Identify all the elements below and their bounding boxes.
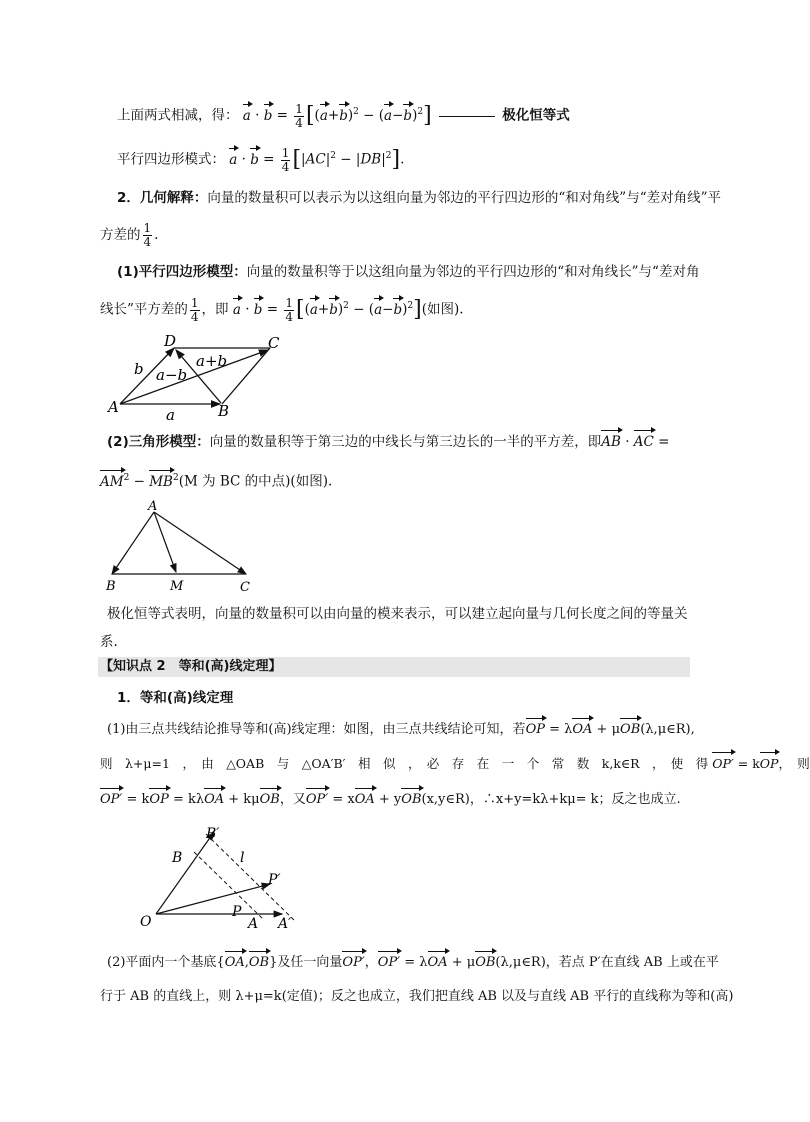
label-B: B [106, 579, 116, 594]
label-C: C [240, 580, 250, 595]
parallelogram-mode-prefix: 平行四边形模式： [117, 151, 225, 168]
identity-line: 上面两式相减，得： a · b = $\frac{1}{4}$ $[(a+b)^2 - (a-b)^2]$ 极化恒等式 [117, 101, 570, 130]
derivation2-a: 则 λ+μ=1 ， 由 △OAB 与 △OA′B′ 相 似 ， 必 存 在 一 个 常 数 k,k∈R ， 使 得 [100, 756, 709, 771]
label-C: C [268, 334, 280, 352]
label-M: M [170, 579, 184, 594]
derivation1-b: (λ,μ∈R), [640, 722, 695, 737]
triangle-model: (2)三角形模型：向量的数量积等于第三边的中线长与第三边长的一半的平方差，即AB · AC = [107, 434, 670, 450]
derivation3-a: ，又 [279, 792, 306, 807]
geometry-text-cont: 方差的 [100, 227, 141, 243]
label-l: l [240, 850, 245, 866]
parallelogram-mode-line: 平行四边形模式： a · b = $\frac{1}{4}$ $[|AC|^2 - |DB|^2]$. [117, 145, 405, 174]
parallelogram-model [117, 262, 699, 282]
basis-line1: (2)平面内一个基底{OA,OB}及任一向量OP′，OP′ = λOA + μOB(λ,μ∈R)，若点 P′在直线 AB 上或在平 [107, 953, 719, 973]
label-B-prime: B′ [206, 826, 220, 842]
geometry-heading: 2．几何解释： [117, 190, 208, 206]
model1-tail: (如图). [421, 301, 464, 318]
model2-title: (2)三角形模型： [107, 434, 210, 450]
basis1-a: (2)平面内一个基底 [107, 955, 217, 970]
label-a: a [166, 406, 175, 424]
model1-cont: 线长”平方差的 [100, 301, 188, 318]
label-D: D [164, 332, 177, 350]
basis1-d: (λ,μ∈R)，若点 P′在直线 AB 上或在平 [495, 955, 719, 970]
parallelogram-model-cont: 线长”平方差的 $\frac{1}{4}$ ，即 a · b = $\frac{1}{4}$ $[(a+b)^2 - (a-b)^2]$(如图). [100, 295, 464, 324]
label-diff: a−b [156, 366, 188, 384]
label-A: A [248, 916, 259, 932]
knowledge-point-title: 【知识点 2 等和(高)线定理】 [100, 659, 282, 674]
geometry-explanation [117, 188, 721, 208]
equal-sum-line-figure [140, 818, 330, 932]
derivation-line2: 则 λ+μ=1 ， 由 △OAB 与 △OA′B′ 相 似 ， 必 存 在 一 个 常 数 k,k∈R ， 使 得 OP′ = kOP， 则 [100, 754, 810, 774]
derivation2-b: ， 则 [778, 756, 810, 771]
dash-line [439, 116, 495, 117]
model1-cont2: ，即 [201, 301, 229, 318]
label-P: P [232, 904, 242, 920]
label-b: b [134, 360, 144, 378]
identity-prefix: 上面两式相减，得： [117, 107, 239, 124]
identity-tag: 极化恒等式 [502, 107, 570, 124]
conclusion-line1: 极化恒等式表明，向量的数量积可以由向量的模来表示，可以建立起向量与几何长度之间的等量关 [107, 606, 688, 622]
label-A: A [148, 499, 158, 514]
triangle-figure [100, 498, 260, 596]
label-B: B [218, 402, 230, 420]
label-O: O [140, 914, 152, 930]
model1-text: 向量的数量积等于以这组向量为邻边的平行四边形的“和对角线长”与“差对角 [246, 264, 700, 280]
basis-line2: 行于 AB 的直线上，则 λ+μ=k(定值)；反之也成立，我们把直线 AB 以及与直线 AB 平行的直线称为等和(高) [100, 989, 734, 1004]
derivation1-a: (1)由三点共线结论推导等和(高)线定理：如图，由三点共线结论可知，若 [107, 722, 526, 737]
label-A-prime: A′ [278, 916, 292, 932]
conclusion-line2: 系. [100, 634, 118, 650]
geometry-text: 向量的数量积可以表示为以这组向量为邻边的平行四边形的“和对角线”与“差对角线”平 [207, 190, 722, 206]
knowledge-point-header [98, 657, 690, 677]
derivation-line3: OP′ = kOP = kλOA + kμOB，又OP′ = xOA + yOB(x,y∈R)，∴x+y=kλ+kμ= k；反之也成立. [100, 790, 681, 810]
derivation-line1: (1)由三点共线结论推导等和(高)线定理：如图，由三点共线结论可知，若OP = λOA + μOB(λ,μ∈R), [107, 720, 695, 740]
parallelogram-figure [108, 332, 298, 422]
label-A: A [108, 398, 119, 416]
label-sum: a+b [196, 352, 228, 370]
label-B: B [172, 850, 183, 866]
basis1-c: ， [364, 955, 378, 970]
model1-title: (1)平行四边形模型： [117, 264, 247, 280]
derivation3-b: (x,y∈R)，∴x+y=kλ+kμ= k；反之也成立. [421, 792, 681, 807]
triangle-model-cont: $AM^2 - MB^2(M$ 为 BC 的中点)(如图). [100, 473, 333, 490]
basis1-b: 及任一向量 [277, 955, 343, 970]
model2-text: 向量的数量积等于第三边的中线长与第三边长的一半的平方差，即 [209, 434, 602, 450]
model2-tail: (M 为 BC 的中点)(如图). [178, 473, 333, 490]
theorem-heading: 1．等和(高)线定理 [117, 690, 234, 706]
label-P-prime: P′ [268, 872, 281, 888]
geometry-explanation-cont: 方差的 $\frac{1}{4}$ . [100, 221, 159, 249]
